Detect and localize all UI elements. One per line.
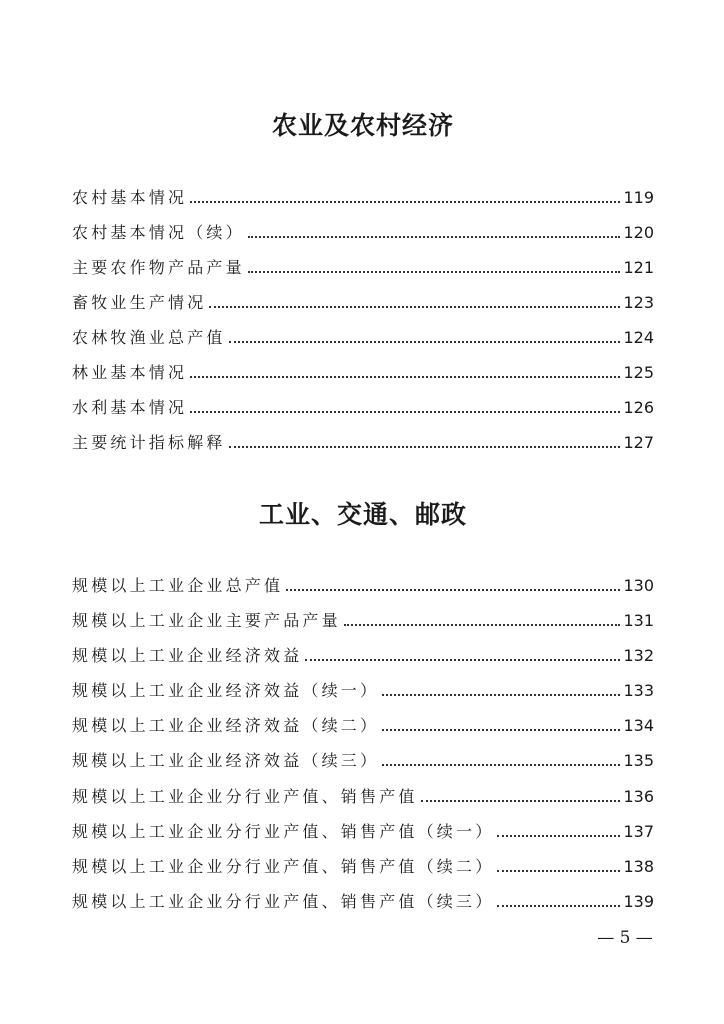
toc-entry-page: 138 bbox=[623, 857, 654, 876]
toc-entry-page: 136 bbox=[623, 787, 654, 806]
toc-entry-page: 124 bbox=[623, 328, 654, 347]
toc-entry-page: 119 bbox=[623, 188, 654, 207]
toc-entry[interactable] bbox=[72, 781, 654, 807]
toc-entry[interactable] bbox=[72, 182, 654, 208]
toc-entry-label: 规模以上工业企业总产值 bbox=[72, 576, 284, 595]
toc-entry-label: 农村基本情况（续） bbox=[72, 223, 245, 242]
dot-leader bbox=[248, 271, 621, 273]
dot-leader bbox=[382, 729, 620, 731]
toc-entry-page: 139 bbox=[623, 892, 654, 911]
dot-leader bbox=[305, 659, 620, 661]
toc-entry[interactable] bbox=[72, 886, 654, 912]
dot-leader bbox=[190, 201, 620, 203]
dot-leader bbox=[286, 589, 620, 591]
dot-leader bbox=[229, 446, 621, 448]
toc-entry-page: 137 bbox=[623, 822, 654, 841]
toc-entry-label: 畜牧业生产情况 bbox=[72, 293, 207, 312]
dot-leader bbox=[382, 764, 620, 766]
toc-entry-label: 农林牧渔业总产值 bbox=[72, 328, 226, 347]
dot-leader bbox=[344, 624, 621, 626]
toc-entry[interactable] bbox=[72, 745, 654, 771]
toc-entry-label: 规模以上工业企业主要产品产量 bbox=[72, 611, 341, 630]
toc-entry[interactable] bbox=[72, 392, 654, 418]
toc-entry[interactable] bbox=[72, 427, 654, 453]
dot-leader bbox=[190, 376, 620, 378]
dot-leader bbox=[382, 694, 620, 696]
toc-entry-page: 121 bbox=[623, 258, 654, 277]
toc-entry-label: 规模以上工业企业经济效益（续二） bbox=[72, 716, 380, 735]
dot-leader bbox=[229, 341, 621, 343]
toc-entry-page: 120 bbox=[623, 223, 654, 242]
toc-entry-label: 主要农作物产品产量 bbox=[72, 258, 245, 277]
dot-leader bbox=[497, 870, 620, 872]
toc-entry[interactable] bbox=[72, 357, 654, 383]
page-number: — 5 — bbox=[597, 928, 653, 948]
toc-entry-label: 规模以上工业企业经济效益（续一） bbox=[72, 681, 380, 700]
toc-entry-page: 133 bbox=[623, 681, 654, 700]
dot-leader bbox=[190, 411, 620, 413]
toc-entry-page: 130 bbox=[623, 576, 654, 595]
toc-entry[interactable] bbox=[72, 605, 654, 631]
dot-leader bbox=[497, 905, 620, 907]
toc-entry[interactable] bbox=[72, 675, 654, 701]
toc-entry-label: 农村基本情况 bbox=[72, 188, 188, 207]
section-title: 工业、交通、邮政 bbox=[258, 500, 467, 529]
dot-leader bbox=[209, 306, 620, 308]
toc-entry[interactable] bbox=[72, 816, 654, 842]
toc-entry-page: 135 bbox=[623, 751, 654, 770]
toc-entry-page: 131 bbox=[623, 611, 654, 630]
toc-entry[interactable] bbox=[72, 640, 654, 666]
toc-entry-page: 123 bbox=[623, 293, 654, 312]
toc-entry-label: 主要统计指标解释 bbox=[72, 433, 226, 452]
toc-entry[interactable] bbox=[72, 322, 654, 348]
toc-entry[interactable] bbox=[72, 217, 654, 243]
toc-entry-page: 125 bbox=[623, 363, 654, 382]
toc-entry[interactable] bbox=[72, 710, 654, 736]
toc-entry[interactable] bbox=[72, 287, 654, 313]
toc-entry-label: 规模以上工业企业分行业产值、销售产值（续二） bbox=[72, 857, 495, 876]
toc-entry-label: 规模以上工业企业分行业产值、销售产值 bbox=[72, 787, 418, 806]
toc-entry-label: 规模以上工业企业经济效益 bbox=[72, 646, 303, 665]
toc-entry-page: 132 bbox=[623, 646, 654, 665]
toc-entry-label: 规模以上工业企业分行业产值、销售产值（续一） bbox=[72, 822, 495, 841]
toc-entry-label: 规模以上工业企业分行业产值、销售产值（续三） bbox=[72, 892, 495, 911]
toc-entry[interactable] bbox=[72, 252, 654, 278]
toc-entry-label: 水利基本情况 bbox=[72, 398, 188, 417]
section-title: 农业及农村经济 bbox=[271, 111, 454, 140]
toc-entry-label: 林业基本情况 bbox=[72, 363, 188, 382]
dot-leader bbox=[248, 236, 621, 238]
toc-entry[interactable] bbox=[72, 570, 654, 596]
dot-leader bbox=[497, 835, 620, 837]
toc-entry-page: 126 bbox=[623, 398, 654, 417]
toc-entry-label: 规模以上工业企业经济效益（续三） bbox=[72, 751, 380, 770]
toc-entry-page: 127 bbox=[623, 433, 654, 452]
toc-entry[interactable] bbox=[72, 851, 654, 877]
toc-entry-page: 134 bbox=[623, 716, 654, 735]
dot-leader bbox=[421, 800, 621, 802]
